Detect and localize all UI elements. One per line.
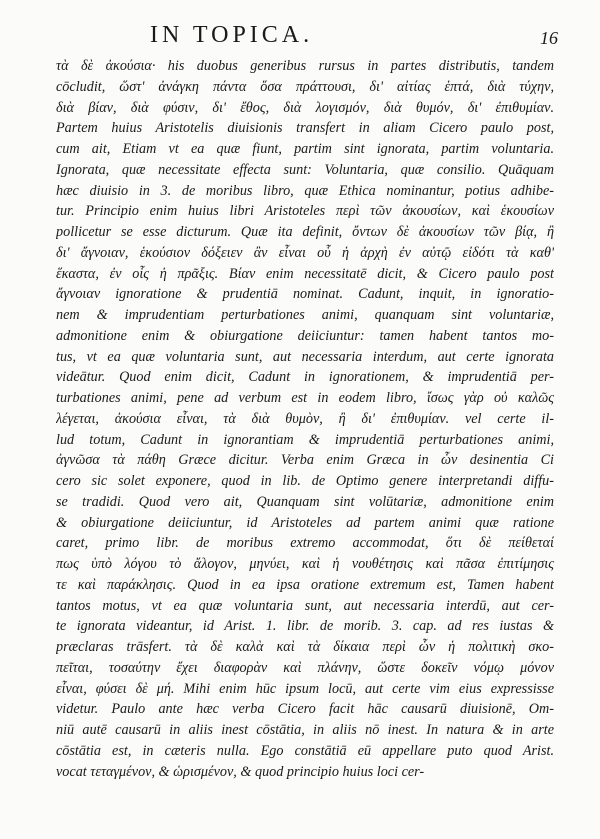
text-line: caret, primo libr. de moribus extremo accommodat, ὅτι δὲ πείθεταί	[56, 535, 554, 552]
text-line: pollicetur se esse dicturum. Quæ ita definit, ὄντων δὲ ἀκουσίων τῶν βίᾳ, ἢ	[56, 224, 554, 240]
text-line: εἶναι, φύσει δὲ μή. Mihi enim hūc ipsum locū, aut certe vim eius expressisse	[56, 680, 554, 697]
text-line: te ignorata videantur, id Arist. 1. libr. de morib. 3. cap. ad res iustas &	[56, 618, 554, 635]
text-line: Ignorata, quæ necessitate effecta sunt: Voluntaria, quæ consilio. Quāquam	[56, 161, 554, 178]
text-line: niū autē causarū in aliis inest cōstātia, in aliis nō inest. In natura & in arte	[56, 722, 554, 738]
text-line: τε καὶ παράκλησις. Quod in ea ipsa oratione extremum est, Tamen habent	[56, 576, 554, 593]
text-line: tus, vt ea quæ voluntaria sunt, aut necessaria interdum, aut certe ignorata	[56, 348, 554, 365]
text-line: cōstātia est, in cæteris nulla. Ego constātiā eū appellare puto quod Arist.	[56, 742, 554, 759]
text-line: hæc diuisio in 3. de moribus libro, quæ Ethica nominantur, potius adhibe-	[56, 182, 554, 199]
text-line: λέγεται, ἀκούσια εἶναι, τὰ διὰ θυμὸν, ἢ δι' ἐπιθυμίαν. vel certe il-	[56, 410, 554, 427]
text-line: admonitione enim & obiurgatione deiiciuntur: tamen habent tantos mo-	[56, 327, 554, 344]
text-line: Partem huius Aristotelis diuisionis transfert in aliam Cicero paulo post,	[56, 120, 554, 137]
body-text	[56, 56, 554, 782]
text-line: turbationes animi, pene ad verbum est in eodem libro, ἴσως γὰρ οὐ καλῶς	[56, 390, 554, 406]
text-line: se tradidi. Quod vero ait, Quanquam sint volūtariæ, admonitione enim	[56, 493, 554, 510]
text-line: πως ὑπὸ λόγου τὸ ἄλογον, μηνύει, καὶ ἡ νουθέτησις καὶ πᾶσα ἐπιτίμησις	[56, 556, 554, 572]
text-line: ἀγνῶσα τὰ πάθη Græce dicitur. Verba enim Græca in ὧν desinentia Ci	[56, 452, 554, 469]
text-line: cōcludit, ὥστ' ἀνάγκη πάντα ὅσα πράττουσι, δι' αἰτίας ἑπτά, διὰ τύχην,	[56, 78, 554, 95]
text-line: ἄγνοιαν ignoratione & prudentiā nominat. Cadunt, inquit, in ignoratio-	[56, 286, 554, 303]
text-line: δι' ἄγνοιαν, ἑκούσιον δόξειεν ἂν εἶναι οὗ ἡ ἀρχὴ ἐν αὐτῷ εἰδότι τὰ καθ'	[56, 244, 554, 261]
page-header	[0, 22, 600, 52]
running-head: IN TOPICA.	[150, 22, 314, 48]
text-line: cero sic solet exponere, quod in lib. de Optimo genere interpretandi diffu-	[56, 473, 554, 489]
text-line: lud totum, Cadunt in ignorantiam & imprudentiā perturbationes animi,	[56, 431, 554, 448]
text-line: vocat τεταγμένον, & ὡρισμένον, & quod principio huius loci cer-	[56, 763, 425, 780]
text-line: cum ait, Etiam vt ea quæ fiunt, partim sint ignorata, partim voluntaria.	[56, 141, 554, 157]
text-line: tantos motus, vt ea quæ voluntaria sunt, aut necessaria interdū, aut cer-	[56, 597, 554, 614]
text-line: διὰ βίαν, διὰ φύσιν, δι' ἔθος, διὰ λογισμόν, διὰ θυμόν, δι' ἐπιθυμίαν.	[56, 99, 554, 116]
text-line: nem & imprudentiam perturbationes animi, quanquam sint voluntariæ,	[56, 307, 554, 323]
text-line: πεῖται, τοσαύτην ἔχει διαφορὰν καὶ πλάνην, ὥστε δοκεῖν νόμῳ μόνον	[56, 659, 554, 676]
text-line: videātur. Quod enim dicit, Cadunt in ignorationem, & imprudentiā per-	[56, 369, 554, 386]
text-line: τὰ δὲ ἀκούσια· his duobus generibus rursus in partes distributis, tandem	[56, 58, 554, 74]
text-line: præclaras trāsfert. τὰ δὲ καλὰ καὶ τὰ δίκαια περὶ ὧν ἡ πολιτικὴ σκο-	[56, 639, 554, 655]
text-line: ἕκαστα, ἐν οἷς ἡ πρᾶξις. Βίαν enim necessitatē dicit, & Cicero paulo post	[56, 265, 554, 282]
text-line: videtur. Paulo ante hæc verba Cicero facit hāc causarū diuisionē, Om-	[56, 701, 554, 718]
text-line: tur. Principio enim huius libri Aristoteles περὶ τῶν ἀκουσίων, καὶ ἑκουσίων	[56, 203, 554, 220]
text-line: & obiurgatione deiiciuntur, id Aristoteles ad partem animi quæ ratione	[56, 514, 554, 531]
page-number: 16	[540, 28, 558, 48]
